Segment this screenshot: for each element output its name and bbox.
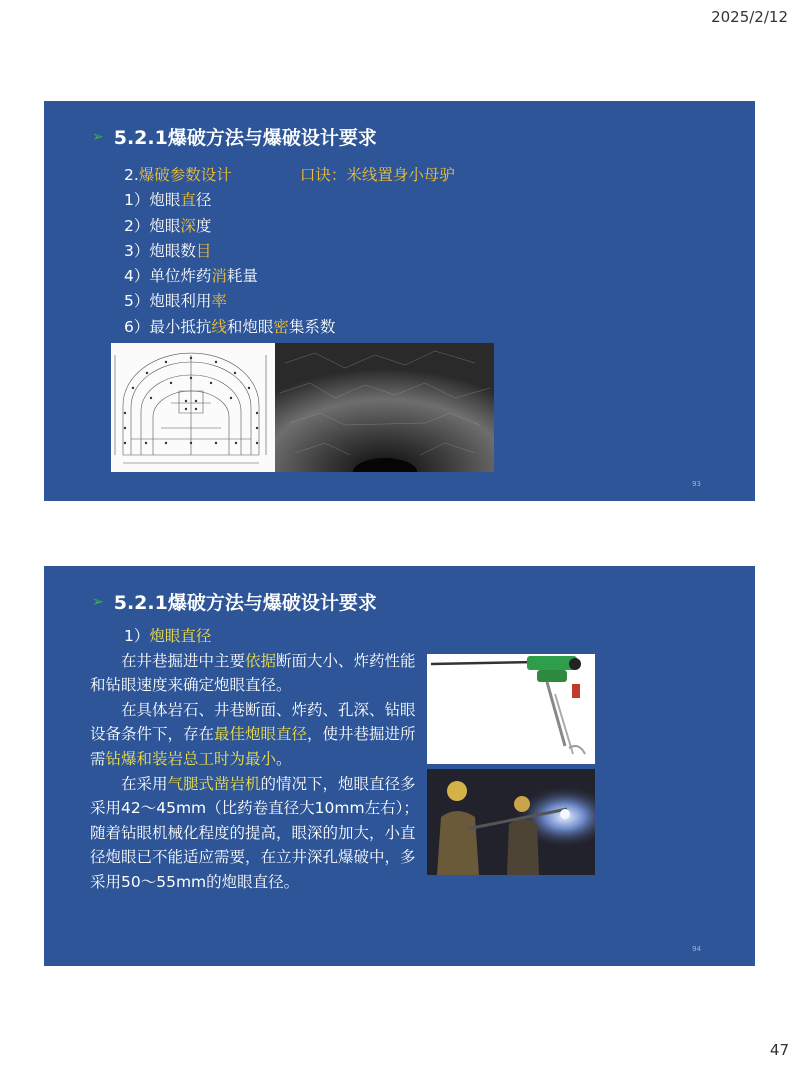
slide-title-text: 5.2.1爆破方法与爆破设计要求 xyxy=(113,592,377,614)
list-item: 3）炮眼数目 xyxy=(124,241,212,260)
mnemonic-text: 口诀：米线置身小母驴 xyxy=(299,166,455,184)
list-item: 2）炮眼深度 xyxy=(124,216,212,235)
subheading: 1）炮眼直径 xyxy=(124,627,212,645)
subtitle-number: 2. xyxy=(124,166,139,184)
subtitle-text: 爆破参数设计 xyxy=(138,166,232,184)
slide-number: 93 xyxy=(692,480,701,488)
print-date: 2025/2/12 xyxy=(711,8,788,26)
paragraph: 在采用气腿式凿岩机的情况下，炮眼直径多采用42～45mm（比药卷直径大10mm左右）；随着钻眼机械化程度的提高，眼深的加大，小直径炮眼已不能适应需要，在立井深孔爆破中，多采用50～55mm的炮眼直径。 xyxy=(90,774,419,891)
slide-body-text xyxy=(90,624,422,895)
slide-93 xyxy=(44,101,755,501)
subtitle-line xyxy=(124,163,455,188)
miners-drilling-photo xyxy=(427,769,595,875)
paragraph: 在井巷掘进中主要依据断面大小、炸药性能和钻眼速度来确定炮眼直径。 xyxy=(90,651,416,695)
paragraph: 在具体岩石、井巷断面、炸药、孔深、钻眼设备条件下，存在最佳炮眼直径，使井巷掘进所需钻爆和装岩总工时为最小。 xyxy=(90,700,416,768)
slide-number: 94 xyxy=(692,945,701,953)
list-item: 6）最小抵抗线和炮眼密集系数 xyxy=(124,317,336,336)
slide-title-text: 5.2.1爆破方法与爆破设计要求 xyxy=(113,127,377,149)
parameter-list xyxy=(124,163,455,340)
slide-title xyxy=(92,588,377,615)
list-item: 4）单位炸药消耗量 xyxy=(124,267,258,286)
arrow-bullet-icon: ➢ xyxy=(92,593,104,610)
slide-title xyxy=(92,123,377,150)
blasthole-layout-drawing xyxy=(111,343,275,472)
list-item: 1）炮眼直径 xyxy=(124,191,212,210)
slide-94 xyxy=(44,566,755,966)
rock-drill-photo xyxy=(427,654,595,764)
arrow-bullet-icon: ➢ xyxy=(92,128,104,145)
page-number: 47 xyxy=(769,1041,789,1059)
list-item: 5）炮眼利用率 xyxy=(124,292,227,311)
tunnel-rock-photo xyxy=(275,343,494,472)
